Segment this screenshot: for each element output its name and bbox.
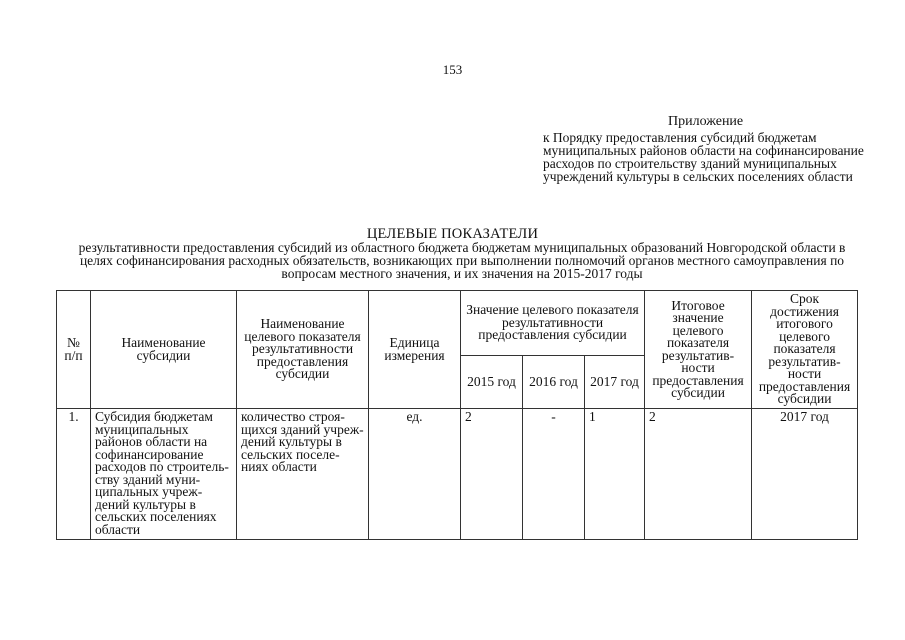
header-year-2016: 2016 год xyxy=(523,356,585,409)
appendix-text: к Порядку предоставления субсидий бюджетам муниципальных районов области на софинансирование расходов по строительству зданий муниципальных учреждений культуры в сельских поселениях области xyxy=(543,130,864,184)
header-final-value: Итоговое значение целевого показателя результатив-ности предоставления субсидии xyxy=(645,291,752,409)
header-subsidy-name: Наименование субсидии xyxy=(91,291,237,409)
header-year-2017: 2017 год xyxy=(585,356,645,409)
row-num: 1. xyxy=(57,409,91,540)
row-subsidy-name: Субсидия бюджетам муниципальных районов области на софинансирование расходов по строитель-ству зданий муни-ципальных учреж-дений культуры в сельских поселениях области xyxy=(91,409,237,540)
header-value-group: Значение целевого показателя результативности предоставления субсидии xyxy=(461,291,645,356)
header-indicator-name: Наименование целевого показателя результативности предоставления субсидии xyxy=(237,291,369,409)
row-deadline: 2017 год xyxy=(752,409,858,540)
row-year-2016: - xyxy=(523,409,585,540)
header-unit: Единица измерения xyxy=(369,291,461,409)
header-deadline: Срок достижения итогового целевого показателя результатив-ности предоставления субсидии xyxy=(752,291,858,409)
indicators-table xyxy=(56,290,858,540)
row-final-value: 2 xyxy=(645,409,752,540)
header-year-2015: 2015 год xyxy=(461,356,523,409)
header-num: № п/п xyxy=(57,291,91,409)
row-year-2017: 1 xyxy=(585,409,645,540)
document-subtitle: результативности предоставления субсидий из областного бюджета бюджетам муниципальных образований Новгородской области в целях софинансирования расходных обязательств, возникающих при выполнении полномочий органов местного самоуправления по вопросам местного значения, и их значения на 2015-2017 годы xyxy=(78,240,846,281)
table-row xyxy=(57,409,858,540)
appendix-label: Приложение xyxy=(668,114,744,129)
page-number: 153 xyxy=(442,62,463,77)
row-indicator-name: количество строя-щихся зданий учреж-дений культуры в сельских поселе-ниях области xyxy=(237,409,369,540)
row-unit: ед. xyxy=(369,409,461,540)
table-header-row xyxy=(57,291,858,356)
document-title: ЦЕЛЕВЫЕ ПОКАЗАТЕЛИ xyxy=(366,226,539,242)
row-year-2015: 2 xyxy=(461,409,523,540)
